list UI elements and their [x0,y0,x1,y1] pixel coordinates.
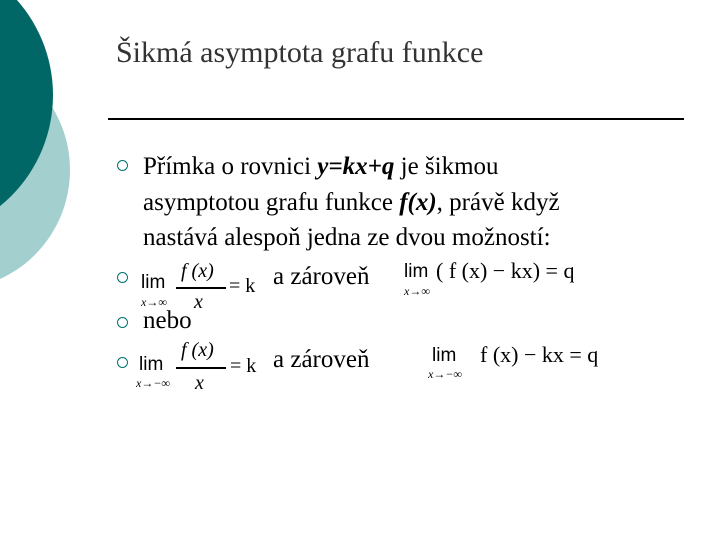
lim-label: lim [141,272,166,293]
title-underline [108,118,684,120]
slide-title: Šikmá asymptota grafu funkce [116,36,484,69]
function-inline: f(x) [399,189,437,216]
bullet-icon [117,160,128,171]
text: Přímka o rovnici [143,153,318,180]
fraction-numerator: f (x) [181,260,214,282]
lim-sub: x→∞ [141,295,167,309]
fraction-denominator: x [195,372,204,394]
fraction-numerator: f (x) [181,339,214,361]
and-also-2: a zároveň [273,346,370,373]
lim-label: lim [404,261,429,282]
lim-label: lim [432,345,457,366]
equals-k: = k [230,355,257,377]
statement-line-2 [143,187,560,219]
text: je šikmou [394,153,499,180]
lim-sub: x→∞ [404,284,430,298]
limit-expression: ( f (x) − kx) = q [436,258,575,283]
and-also-1: a zároveň [273,263,370,290]
text: , právě když [436,189,560,216]
text: asymptotou grafu funkce [143,189,400,216]
limit-expression: f (x) − kx = q [480,342,599,367]
fraction-bar [176,367,226,369]
lim-label: lim [139,354,164,375]
bullet-icon [117,272,128,283]
equation-inline: y=kx+q [317,153,395,180]
lim-sub: x→−∞ [428,367,462,381]
fraction-bar [176,287,226,289]
lim-sub: x→−∞ [136,376,170,390]
or-label: nebo [143,307,192,334]
equals-k: = k [229,275,256,297]
bullet-icon [117,357,128,368]
fraction-denominator: x [194,291,203,313]
statement-line-3: nastává alespoň jedna ze dvou možností: [143,224,551,251]
decorative-circles [0,0,110,300]
statement-line-1 [143,151,499,183]
bullet-icon [117,317,128,328]
